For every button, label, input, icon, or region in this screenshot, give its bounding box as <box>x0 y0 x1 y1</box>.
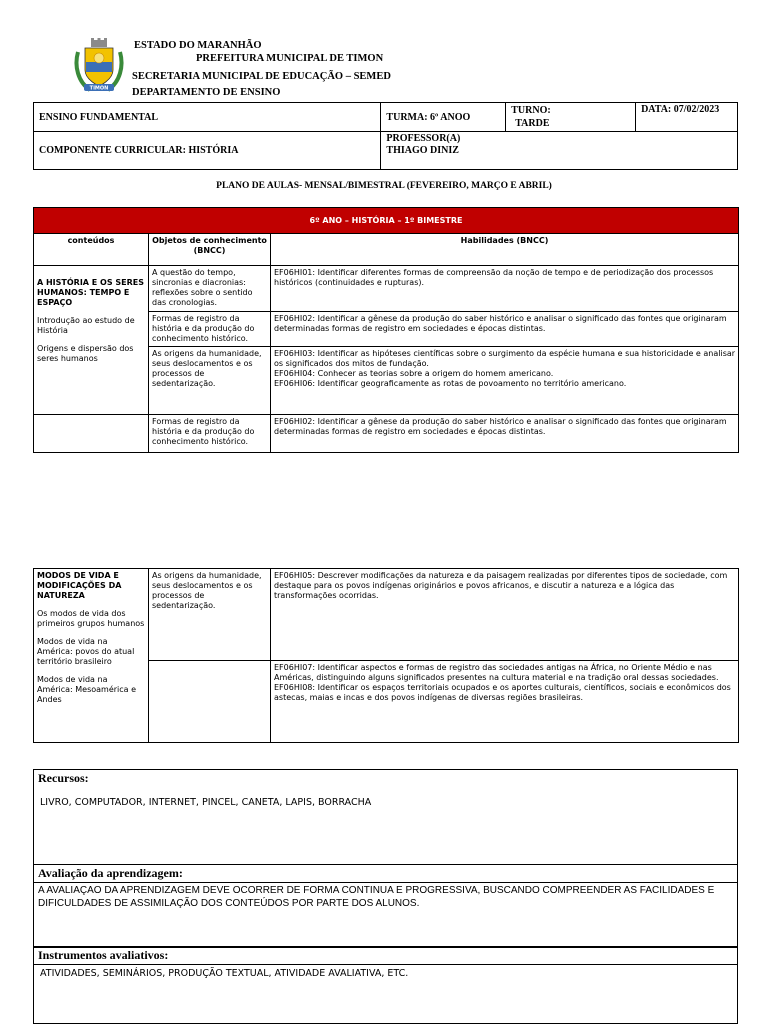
conteudos-item: Os modos de vida dos primeiros grupos humanos <box>37 609 145 628</box>
objeto-cell: As origens da humanidade, seus deslocamentos e os processos de sedentarização. <box>149 347 271 415</box>
recursos-label: Recursos: <box>38 771 89 785</box>
conteudos-item: Modos de vida na América: povos do atual território brasileiro <box>37 637 135 666</box>
conteudos-cell-2 <box>34 569 149 743</box>
conteudos-item: Origens e dispersão dos seres humanos <box>37 344 134 363</box>
avaliacao-text: A AVALIAÇAO DA APRENDIZAGEM DEVE OCORRER DE FORMA CONTINUA E PROGRESSIVA, BUSCANDO COMPREENDER AS FACILIDADES E DIFICULDADES DE ASSIMILAÇÃO DOS CONTEÚDOS POR PARTE DOS ALUNOS. <box>38 885 715 909</box>
habilidade-cell: EF06HI05: Descrever modificações da natureza e da paisagem realizadas por diferentes tipos de sociedade, com destaque para os povos indígenas originários e povos africanos, e discutir a natureza e a lógica das transformações ocorridas. <box>271 569 739 661</box>
habilidade-line: EF06HI06: Identificar geograficamente as rotas de povoamento no território americano. <box>274 379 627 388</box>
componente-cell: COMPONENTE CURRICULAR: HISTÓRIA <box>34 132 381 170</box>
turma-cell: TURMA: 6º ANOO <box>381 103 506 132</box>
data-cell: DATA: 07/02/2023 <box>636 103 738 132</box>
habilidade-cell <box>271 661 739 743</box>
avaliacao-section <box>33 865 738 948</box>
info-table <box>33 102 738 170</box>
conteudos-item: Introdução ao estudo de História <box>37 316 135 335</box>
habilidade-line: EF06HI03: Identificar as hipóteses científicas sobre o surgimento da espécie humana e sua historicidade e analisar os significados dos mitos de fundação. <box>274 349 736 368</box>
conteudos-title: A HISTÓRIA E OS SERES HUMANOS: TEMPO E ESPAÇO <box>37 278 144 307</box>
habilidade-cell <box>271 347 739 415</box>
header-prefeitura: PREFEITURA MUNICIPAL DE TIMON <box>196 53 384 64</box>
turno-cell <box>506 103 636 132</box>
professor-label: PROFESSOR(A) <box>386 133 461 144</box>
timon-coat-of-arms-logo <box>72 38 126 96</box>
instrumentos-label: Instrumentos avaliativos: <box>34 947 737 965</box>
header-departamento: DEPARTAMENTO DE ENSINO <box>132 87 281 98</box>
bimester-banner: 6º ANO – HISTÓRIA – 1º BIMESTRE <box>34 208 739 234</box>
header-secretaria: SECRETARIA MUNICIPAL DE EDUCAÇÃO – SEMED <box>132 71 391 82</box>
plan-title: PLANO DE AULAS- MENSAL/BIMESTRAL (FEVEREIRO, MARÇO E ABRIL) <box>216 181 552 191</box>
header-state: ESTADO DO MARANHÃO <box>134 40 262 51</box>
objeto-cell: As origens da humanidade, seus deslocamentos e os processos de sedentarização. <box>149 569 271 661</box>
turno-label: TURNO: <box>511 105 551 116</box>
plan-table-1 <box>33 207 739 453</box>
plan-table-2 <box>33 568 739 743</box>
objeto-cell: Formas de registro da história e da produção do conhecimento histórico. <box>149 415 271 453</box>
col-header-habilidades: Habilidades (BNCC) <box>271 234 739 266</box>
conteudos-cell-1 <box>34 266 149 415</box>
instrumentos-section <box>33 946 738 1024</box>
objeto-cell: A questão do tempo, sincronias e diacronias: reflexões sobre o sentido das cronologias. <box>149 266 271 312</box>
col-header-conteudos: conteúdos <box>34 234 149 266</box>
recursos-text: LIVRO, COMPUTADOR, INTERNET, PINCEL, CANETA, LAPIS, BORRACHA <box>40 797 372 808</box>
objeto-cell-empty <box>149 661 271 743</box>
conteudos-item: Modos de vida na América: Mesoamérica e Andes <box>37 675 137 704</box>
conteudos-title: MODOS DE VIDA E MODIFICAÇÕES DA NATUREZA <box>37 571 122 600</box>
turno-value: TARDE <box>515 118 550 129</box>
habilidade-cell: EF06HI02: Identificar a gênese da produção do saber histórico e analisar o significado das fontes que originaram determinadas formas de registro em sociedades e épocas distintas. <box>271 312 739 347</box>
conteudos-cell-empty <box>34 415 149 453</box>
objeto-cell: Formas de registro da história e da produção do conhecimento histórico. <box>149 312 271 347</box>
professor-name: THIAGO DINIZ <box>386 145 459 156</box>
professor-cell <box>381 132 738 170</box>
recursos-section <box>33 769 738 865</box>
ensino-cell: ENSINO FUNDAMENTAL <box>34 103 381 132</box>
habilidade-line: EF06HI08: Identificar os espaços territoriais ocupados e os aportes culturais, científicos, sociais e econômicos dos astecas, maias e incas e dos povos indígenas de diversas regiões brasileiras. <box>274 683 731 702</box>
svg-text:TIMON: TIMON <box>89 85 109 92</box>
habilidade-cell: EF06HI01: Identificar diferentes formas de compreensão da noção de tempo e de periodização dos processos históricos (continuidades e rupturas). <box>271 266 739 312</box>
avaliacao-label: Avaliação da aprendizagem: <box>34 865 737 883</box>
instrumentos-text: ATIVIDADES, SEMINÁRIOS, PRODUÇÃO TEXTUAL, ATIVIDADE AVALIATIVA, ETC. <box>40 968 409 979</box>
habilidade-line: EF06HI04: Conhecer as teorias sobre a origem do homem americano. <box>274 369 554 378</box>
habilidade-line: EF06HI07: Identificar aspectos e formas de registro das sociedades antigas na África, no Oriente Médio e nas Américas, distinguindo alguns significados presentes na cultura material e na tradição oral dessas sociedades. <box>274 663 719 682</box>
col-header-objetos: Objetos de conhecimento (BNCC) <box>149 234 271 266</box>
habilidade-cell: EF06HI02: Identificar a gênese da produção do saber histórico e analisar o significado das fontes que originaram determinadas formas de registro em sociedades e épocas distintas. <box>271 415 739 453</box>
